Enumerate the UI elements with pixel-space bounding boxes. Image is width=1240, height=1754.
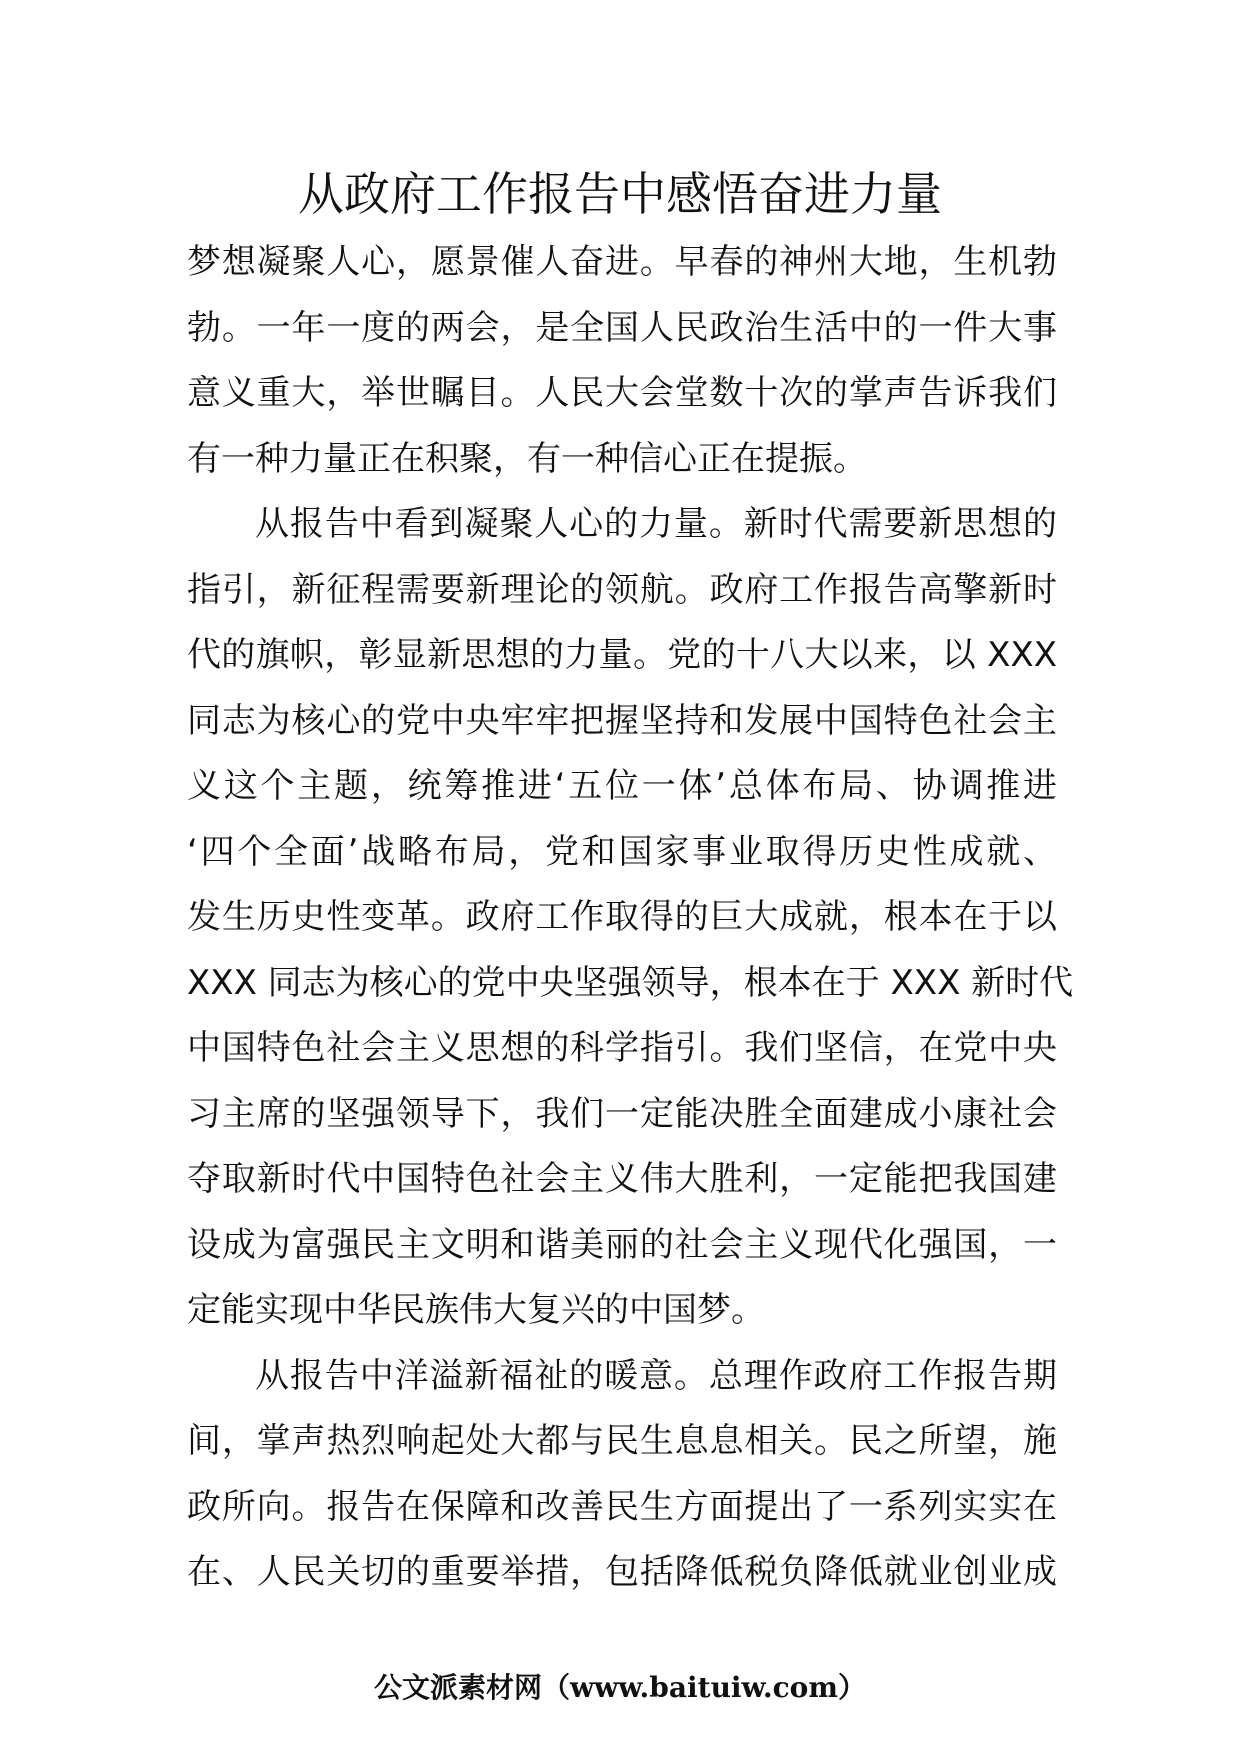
text-line: 中国特色社会主义思想的科学指引。我们坚信，在党中央 [187,1028,1057,1068]
text-line: 指引，新征程需要新理论的领航。政府工作报告高擎新时 [187,569,1057,610]
text-line: 从报告中洋溢新福祉的暖意。总理作政府工作报告期 [255,1355,1057,1396]
text-line: 定能实现中华民族伟大复兴的中国梦。 [187,1290,765,1330]
text-line: XXX 同志为核心的党中央坚强领导，根本在于 XXX 新时代 [187,962,1074,1003]
text-line: 在、人民关切的重要举措，包括降低税负降低就业创业成 [187,1552,1057,1592]
paragraph-1 [187,230,1057,492]
paragraph-2 [187,492,1074,1344]
document-title: 从政府工作报告中感悟奋进力量 [298,167,942,221]
footer-watermark: 公文派素材网（www.baituiw.com） [374,1671,866,1704]
text-line: 有一种力量正在积聚，有一种信心正在提振。 [187,438,867,479]
text-line: 意义重大，举世瞩目。人民大会堂数十次的掌声告诉我们 [187,373,1057,413]
paragraph-3 [187,1344,1057,1606]
text-line: 从报告中看到凝聚人心的力量。新时代需要新思想的 [255,504,1057,544]
text-line: ‘四个全面’战略布局，党和国家事业取得历史性成就、 [187,831,1057,872]
text-line: 政所向。报告在保障和改善民生方面提出了一系列实实在 [187,1486,1057,1527]
text-line: 勃。一年一度的两会，是全国人民政治生活中的一件大事 [187,307,1057,348]
document-body [187,230,1074,1606]
text-line: 间，掌声热烈响起处大都与民生息息相关。民之所望，施 [187,1421,1057,1461]
text-line: 义这个主题，统筹推进‘五位一体’总体布局、协调推进 [187,766,1057,806]
text-line: 同志为核心的党中央牢牢把握坚持和发展中国特色社会主 [187,700,1057,741]
text-line: 夺取新时代中国特色社会主义伟大胜利，一定能把我国建 [187,1159,1057,1199]
text-line: 梦想凝聚人心，愿景催人奋进。早春的神州大地，生机勃 [187,242,1057,282]
text-line: 发生历史性变革。政府工作取得的巨大成就，根本在于以 [187,897,1057,937]
text-line: 设成为富强民主文明和谐美丽的社会主义现代化强国，一 [187,1224,1057,1265]
text-line: 习主席的坚强领导下，我们一定能决胜全面建成小康社会 [187,1093,1057,1134]
text-line: 代的旗帜，彰显新思想的力量。党的十八大以来，以 XXX [187,635,1057,675]
